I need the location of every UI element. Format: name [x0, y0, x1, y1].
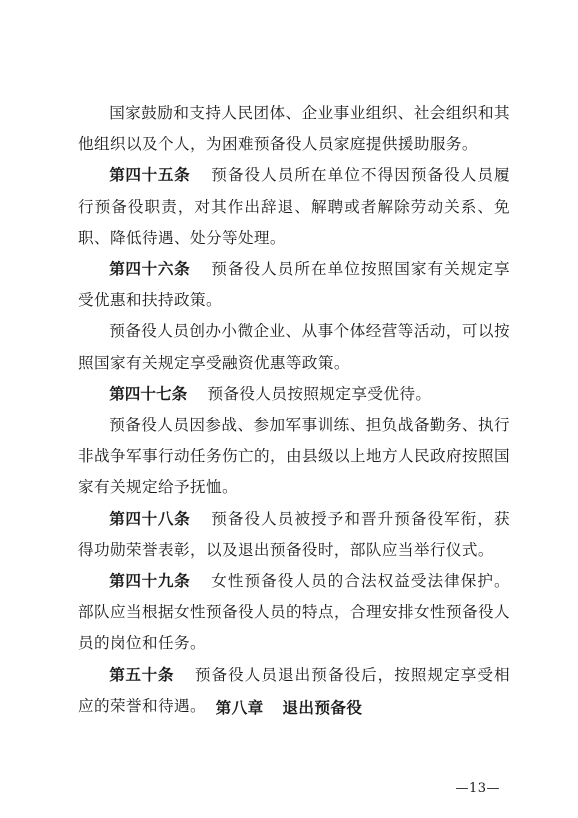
document-body [78, 98, 510, 722]
article-number: 第四十七条 [109, 384, 188, 403]
article-paragraph [78, 379, 510, 410]
article-text: 预备役人员所在单位按照国家有关规定享受优惠和扶持政策。 [78, 260, 510, 310]
paragraph [78, 316, 510, 378]
paragraph [78, 410, 510, 504]
paragraph-text: 预备役人员因参战、参加军事训练、担负战备勤务、执行非战争军事行动任务伤亡的，由县级以上地方人民政府按照国家有关规定给予抚恤。 [78, 416, 510, 497]
chapter-title: 退出预备役 [282, 699, 363, 717]
chapter-number: 第八章 [215, 699, 264, 717]
article-paragraph [78, 504, 510, 566]
article-text: 预备役人员按照规定享受优待。 [207, 384, 432, 403]
article-text: 女性预备役人员的合法权益受法律保护。部队应当根据女性预备役人员的特点，合理安排女性预备役人员的岗位和任务。 [78, 572, 510, 653]
paragraph-text: 国家鼓励和支持人民团体、企业事业组织、社会组织和其他组织以及个人，为困难预备役人员家庭提供援助服务。 [78, 104, 510, 154]
article-text: 预备役人员所在单位不得因预备役人员履行预备役职责，对其作出辞退、解聘或者解除劳动关系、免职、降低待遇、处分等处理。 [78, 166, 510, 247]
article-paragraph [78, 566, 510, 660]
article-text: 预备役人员被授予和晋升预备役军衔，获得功勋荣誉表彰，以及退出预备役时，部队应当举行仪式。 [78, 509, 510, 559]
article-number: 第四十六条 [109, 260, 191, 279]
article-number: 第五十条 [109, 665, 175, 684]
paragraph-text: 预备役人员创办小微企业、从事个体经营等活动，可以按照国家有关规定享受融资优惠等政策。 [78, 322, 510, 372]
article-number: 第四十八条 [109, 509, 191, 528]
article-number: 第四十九条 [109, 572, 191, 591]
article-text: 预备役人员退出预备役后，按照规定享受相应的荣誉和待遇。 [78, 665, 510, 715]
article-paragraph [78, 160, 510, 254]
paragraph [78, 98, 510, 160]
article-number: 第四十五条 [109, 166, 191, 185]
page-number: —13— [455, 781, 500, 796]
chapter-heading [0, 696, 578, 718]
article-paragraph [78, 254, 510, 316]
